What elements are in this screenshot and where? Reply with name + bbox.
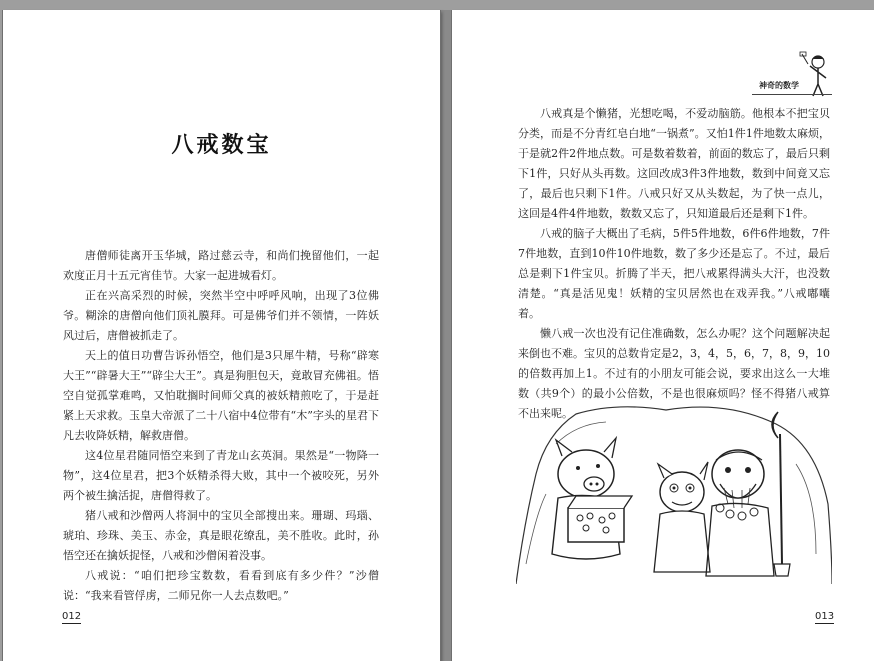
right-page (452, 10, 874, 661)
paragraph: 这4位星君随同悟空来到了青龙山玄英洞。果然是“一物降一物”，这4位星君，把3个妖精杀得大败，其中一个被咬死，另外两个被生擒活捉，唐僧得救了。 (63, 449, 379, 502)
page-number: 013 (815, 611, 835, 622)
paragraph: 八戒说：“咱们把珍宝数数，看看到底有多少件？”沙僧说：“我来看管俘虏，二师兄你一人去点数吧。” (63, 569, 379, 602)
paragraph: 天上的值日功曹告诉孙悟空，他们是3只犀牛精，号称“辟寒大王”“辟暑大王”“辟尘大王”。真是狗胆包天，竟敢冒充佛祖。悟空自觉孤掌难鸣，又怕耽搁时间师父真的被妖精煎吃了，于是赶紧上天求救。玉皇大帝派了二十八宿中4位带有“木”字头的星君下凡去收降妖精，解救唐僧。 (63, 349, 379, 442)
header-rule (752, 94, 832, 95)
paragraph: 八戒真是个懒猪，光想吃喝，不爱动脑筋。他根本不把宝贝分类，而是不分青红皂白地“一锅煮”。又怕1件1件地数太麻烦，于是就2件2件地点数。可是数着数着，前面的数忘了，最后只剩下1件，只好从头再数。这回改成3件3件地数，数到中间竟又忘了，最后也只剩下1件。八戒只好又从头数起，为了快一点儿，这回是4件4件地数，数数又忘了，只知道最后还是剩下1件。 (518, 107, 830, 220)
running-header: 神奇的数学 (759, 81, 799, 90)
page-gutter (441, 10, 451, 661)
paragraph: 八戒的脑子大概出了毛病，5件5件地数，6件6件地数，7件7件地数，直到10件10件地数，数了多少还是忘了。不过，最后总是剩下1件宝贝。折腾了半天，把八戒累得满头大汗，也没数清楚。“真是活见鬼！妖精的宝贝居然也在戏弄我。”八戒嘟囔着。 (518, 227, 830, 320)
left-page-body (63, 246, 379, 606)
left-page (3, 10, 440, 661)
chapter-title: 八戒数宝 (171, 133, 272, 158)
paragraph: 懒八戒一次也没有记住准确数，怎么办呢？这个问题解决起来倒也不难。宝贝的总数肯定是2，3，4，5，6，7，8，9，10的倍数再加上1。不过有的小朋友可能会说，要求出这么一大堆数（共9个）的最小公倍数，不是也很麻烦吗？怪不得猪八戒算不出来呢。 (518, 327, 830, 420)
paragraph: 猪八戒和沙僧两人将洞中的宝贝全部搜出来。珊瑚、玛瑙、琥珀、珍珠、美玉、赤金，真是眼花缭乱，美不胜收。此时，孙悟空还在擒妖捉怪，八戒和沙僧闲着没事。 (63, 509, 379, 562)
right-page-body (518, 104, 830, 424)
paragraph: 正在兴高采烈的时候，突然半空中呼呼风响，出现了3位佛爷。糊涂的唐僧向他们顶礼膜拜。可是佛爷们并不领情，一阵妖风过后，唐僧被抓走了。 (63, 289, 379, 342)
reading-child-icon (798, 50, 832, 100)
pigsy-counting-treasure-illustration (516, 404, 832, 584)
page-number: 012 (62, 611, 82, 622)
paragraph: 唐僧师徒离开玉华城，路过慈云寺，和尚们挽留他们，一起欢度正月十五元宵佳节。大家一起进城看灯。 (63, 249, 379, 282)
